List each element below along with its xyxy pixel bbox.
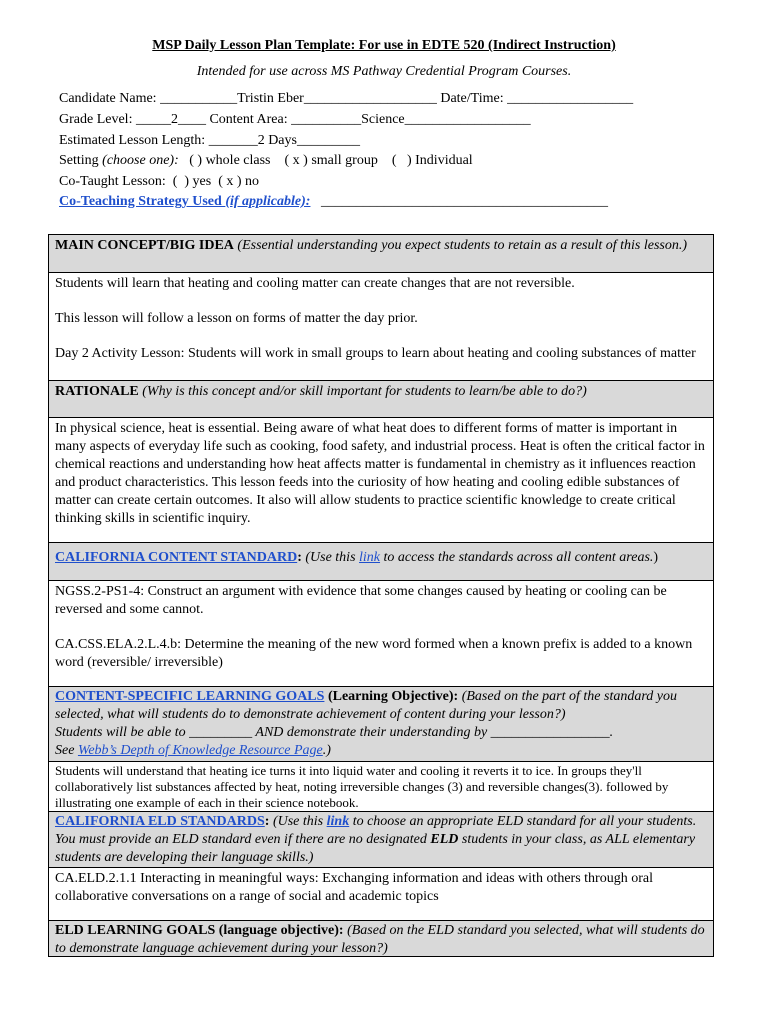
ccs-heading[interactable]: CALIFORNIA CONTENT STANDARD xyxy=(55,550,298,565)
ngss-standard: NGSS.2-PS1-4: Construct an argument with evidence that some changes caused by heating or cooling can be reversed and some cannot. xyxy=(55,584,667,617)
rationale-prompt: (Why is this concept and/or skill important for students to learn/be able to do?) xyxy=(142,384,587,399)
main-concept-p3: Day 2 Activity Lesson: Students will work in small groups to learn about heating and cooling substances of matter xyxy=(55,346,696,361)
rationale-header xyxy=(48,380,714,417)
goals-header xyxy=(48,686,714,761)
main-concept-p2: This lesson will follow a lesson on forms of matter the day prior. xyxy=(55,311,418,326)
cotaught-line: Co-Taught Lesson: ( ) yes ( x ) no xyxy=(59,174,260,189)
goals-objective: (Learning Objective): xyxy=(324,689,462,704)
eld-goals-prompt: (Based on the ELD standard you selected, what will students do to demonstrate language achievement during your lesson?) xyxy=(55,923,705,956)
rationale-body-cell xyxy=(48,417,714,542)
eld-goals-heading: ELD LEARNING GOALS (language objective): xyxy=(55,923,348,938)
main-concept-body xyxy=(48,272,714,380)
grade-line: Grade Level: _____2____ Content Area: __________Science__________________ xyxy=(59,112,531,127)
setting-line xyxy=(59,153,473,169)
ccs-link[interactable]: link xyxy=(359,550,381,565)
ccs-prompt-a: (Use this xyxy=(301,550,360,565)
setting-options: ( ) whole class ( x ) small group ( ) Individual xyxy=(178,153,473,168)
goals-see: See xyxy=(55,743,78,758)
main-concept-prompt: (Essential understanding you expect students to retain as a result of this lesson.) xyxy=(237,238,688,253)
goals-line2: Students will be able to _________ AND demonstrate their understanding by _________________. xyxy=(55,725,614,740)
ccs-close: ) xyxy=(653,550,659,565)
eld-link[interactable]: link xyxy=(326,814,350,829)
main-concept-p1: Students will learn that heating and cooling matter can create changes that are not reversible. xyxy=(55,276,575,291)
eld-heading[interactable]: CALIFORNIA ELD STANDARDS xyxy=(55,814,265,829)
setting-hint: (choose one): xyxy=(102,153,179,168)
eld-goals-header xyxy=(48,920,714,956)
rationale-body: In physical science, heat is essential. Being aware of what heat does to different forms of matter is important in many aspects of everyday life such as cooking, food safety, and industrial process. Heat is often the critical factor in chemical reactions and understanding how heat affects matter is fundamental in chemistry as it influences reaction and product characteristics. This lesson feeds into the curiosity of how heating and cooling edible substances of matter can create certain outcomes. It also will allow students to practice scientific knowledge to create critical thinking skills in scientific inquiry. xyxy=(55,421,705,526)
eld-body-cell xyxy=(48,867,714,920)
eld-body: CA.ELD.2.1.1 Interacting in meaningful ways: Exchanging information and ideas with others through oral collaborative conversations on a range of social and academic topics xyxy=(55,871,653,904)
ccs-prompt-b: to access the standards across all content areas. xyxy=(380,550,654,565)
eld-prompt-c: students in your class, as ALL elementary students are developing their language skills.) xyxy=(55,832,696,865)
goals-end: .) xyxy=(322,743,331,758)
goals-prompt: (Based on the part of the standard you selected, what will students do to demonstrate achievement of content during your lesson?) xyxy=(55,689,677,722)
eld-bold: ELD xyxy=(430,832,459,847)
document-subtitle: Intended for use across MS Pathway Credential Program Courses. xyxy=(196,64,572,79)
goals-body-cell xyxy=(48,761,714,811)
length-line: Estimated Lesson Length: _______2 Days_________ xyxy=(59,133,360,148)
eld-colon: : xyxy=(264,814,273,829)
rationale-heading: RATIONALE xyxy=(55,384,139,399)
ccs-body xyxy=(48,580,714,686)
goals-body: Students will understand that heating ice turns it into liquid water and cooling it reverts it to ice. In groups they'll collaboratively list substances affected by heat, noting irreversible changes (3) and reversible changes(3). followed by illustrating one example of each in their science notebook. xyxy=(55,763,669,810)
candidate-line: Candidate Name: ___________Tristin Eber___________________ Date/Time: __________________ xyxy=(59,91,634,106)
coteach-hint: (if applicable): xyxy=(225,194,311,209)
ccs-colon: : xyxy=(297,550,302,565)
eld-header xyxy=(48,811,714,867)
goals-heading[interactable]: CONTENT-SPECIFIC LEARNING GOALS xyxy=(55,689,325,704)
coteach-line xyxy=(59,194,608,210)
table-bottom-border xyxy=(48,956,714,957)
main-concept-heading: MAIN CONCEPT/BIG IDEA xyxy=(55,238,234,253)
coteach-blank: _________________________________________ xyxy=(310,194,608,209)
ela-standard: CA.CSS.ELA.2.L.4.b: Determine the meaning of the new word formed when a known prefix is added to a known word (reversible/ irreversible) xyxy=(55,637,693,670)
main-concept-header xyxy=(48,234,714,272)
eld-prompt-a: (Use this xyxy=(272,814,327,829)
webb-dok-link[interactable]: Webb’s Depth of Knowledge Resource Page xyxy=(77,743,323,758)
coteach-label[interactable]: Co-Teaching Strategy Used xyxy=(59,194,226,209)
setting-label: Setting xyxy=(59,153,103,168)
ccs-header xyxy=(48,542,714,580)
eld-prompt-b: to choose an appropriate ELD standard for all your students. You must provide an ELD standard even if there are no designated xyxy=(55,814,697,847)
document-title: MSP Daily Lesson Plan Template: For use in EDTE 520 (Indirect Instruction) xyxy=(152,38,616,53)
